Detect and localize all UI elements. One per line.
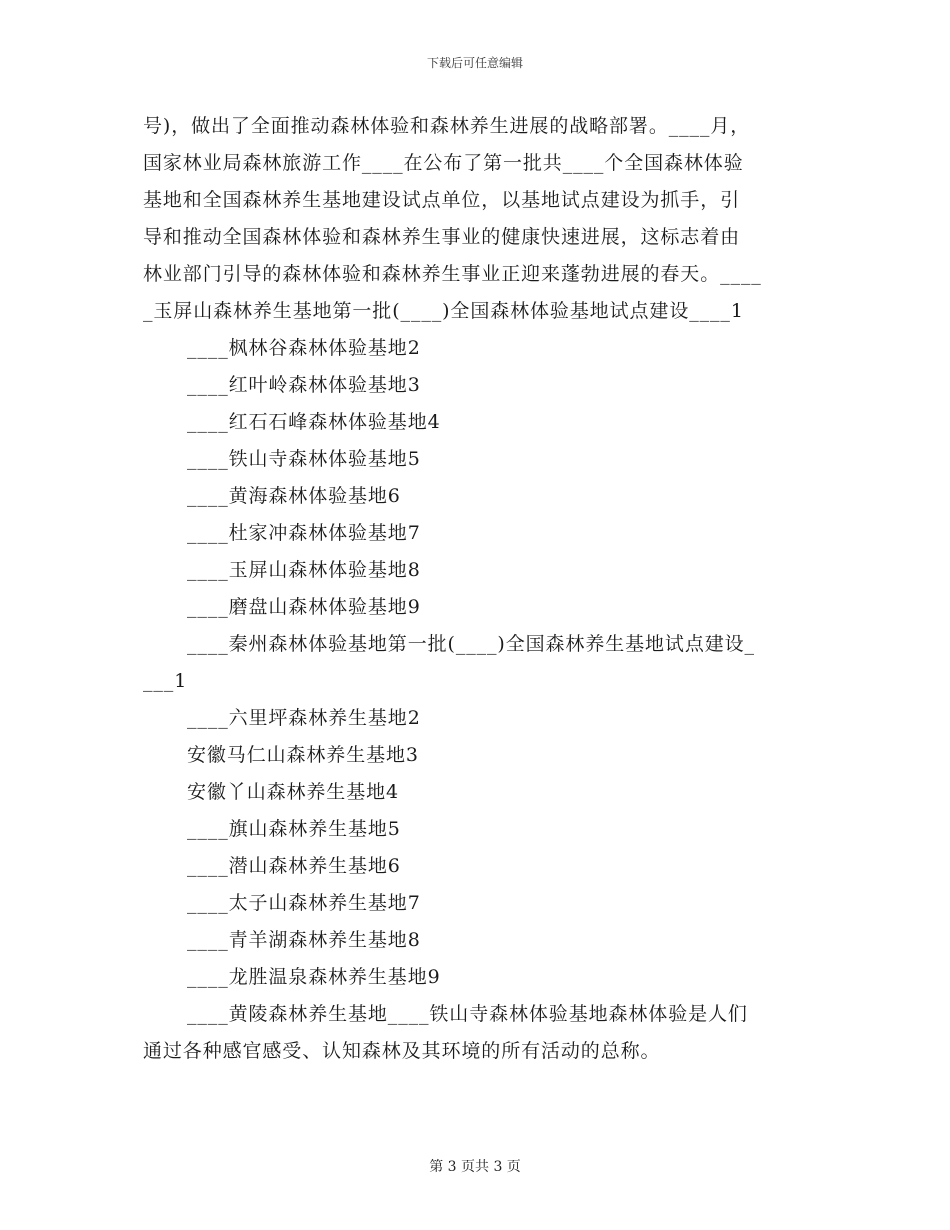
health-base-item: ____六里坪森林养生基地2 [187, 707, 421, 729]
health-base-item: ____旗山森林养生基地5 [187, 818, 401, 840]
page-header: 下载后可任意编辑 [426, 56, 523, 70]
closing-line: 通过各种感官感受、认知森林及其环境的所有活动的总称。 [143, 1040, 661, 1062]
experience-base-item: ____玉屏山森林体验基地8 [187, 559, 421, 581]
intro-line: 基地和全国森林养生基地建设试点单位，以基地试点建设为抓手，引 [143, 189, 741, 211]
document-body [143, 108, 813, 1070]
closing-line: ____黄陵森林养生基地____铁山寺森林体验基地森林体验是人们 [187, 1003, 748, 1025]
health-base-item: 安徽马仁山森林养生基地3 [187, 744, 419, 766]
health-base-item: ____青羊湖森林养生基地8 [187, 929, 421, 951]
experience-base-item: ____红石石峰森林体验基地4 [187, 411, 441, 433]
experience-base-item: ____杜家冲森林体验基地7 [187, 522, 421, 544]
health-base-item: ____龙胜温泉森林养生基地9 [187, 966, 441, 988]
experience-base-item: ____枫林谷森林体验基地2 [187, 337, 421, 359]
page-number: 第 3 页共 3 页 [429, 1159, 521, 1175]
health-list-heading: ____秦州森林体验基地第一批(____)全国森林养生基地试点建设_ [187, 633, 755, 655]
intro-line: 号)，做出了全面推动森林体验和森林养生进展的战略部署。____月， [143, 115, 751, 137]
experience-base-item: ____磨盘山森林体验基地9 [187, 596, 421, 618]
experience-list-heading: _玉屏山森林养生基地第一批(____)全国森林体验基地试点建设____1 [143, 300, 744, 322]
health-base-item: ____潜山森林养生基地6 [187, 855, 401, 877]
experience-base-item: ____黄海森林体验基地6 [187, 485, 401, 507]
health-list-heading-continued: ___1 [143, 670, 188, 692]
intro-line: 导和推动全国森林体验和森林养生事业的健康快速进展，这标志着由 [143, 226, 741, 248]
experience-base-item: ____红叶岭森林体验基地3 [187, 374, 421, 396]
health-base-item: 安徽丫山森林养生基地4 [187, 781, 399, 803]
experience-base-item: ____铁山寺森林体验基地5 [187, 448, 421, 470]
intro-line: 国家林业局森林旅游工作____在公布了第一批共____个全国森林体验 [143, 152, 744, 174]
intro-line: 林业部门引导的森林体验和森林养生事业正迎来蓬勃进展的春天。____ [143, 263, 762, 285]
health-base-item: ____太子山森林养生基地7 [187, 892, 421, 914]
